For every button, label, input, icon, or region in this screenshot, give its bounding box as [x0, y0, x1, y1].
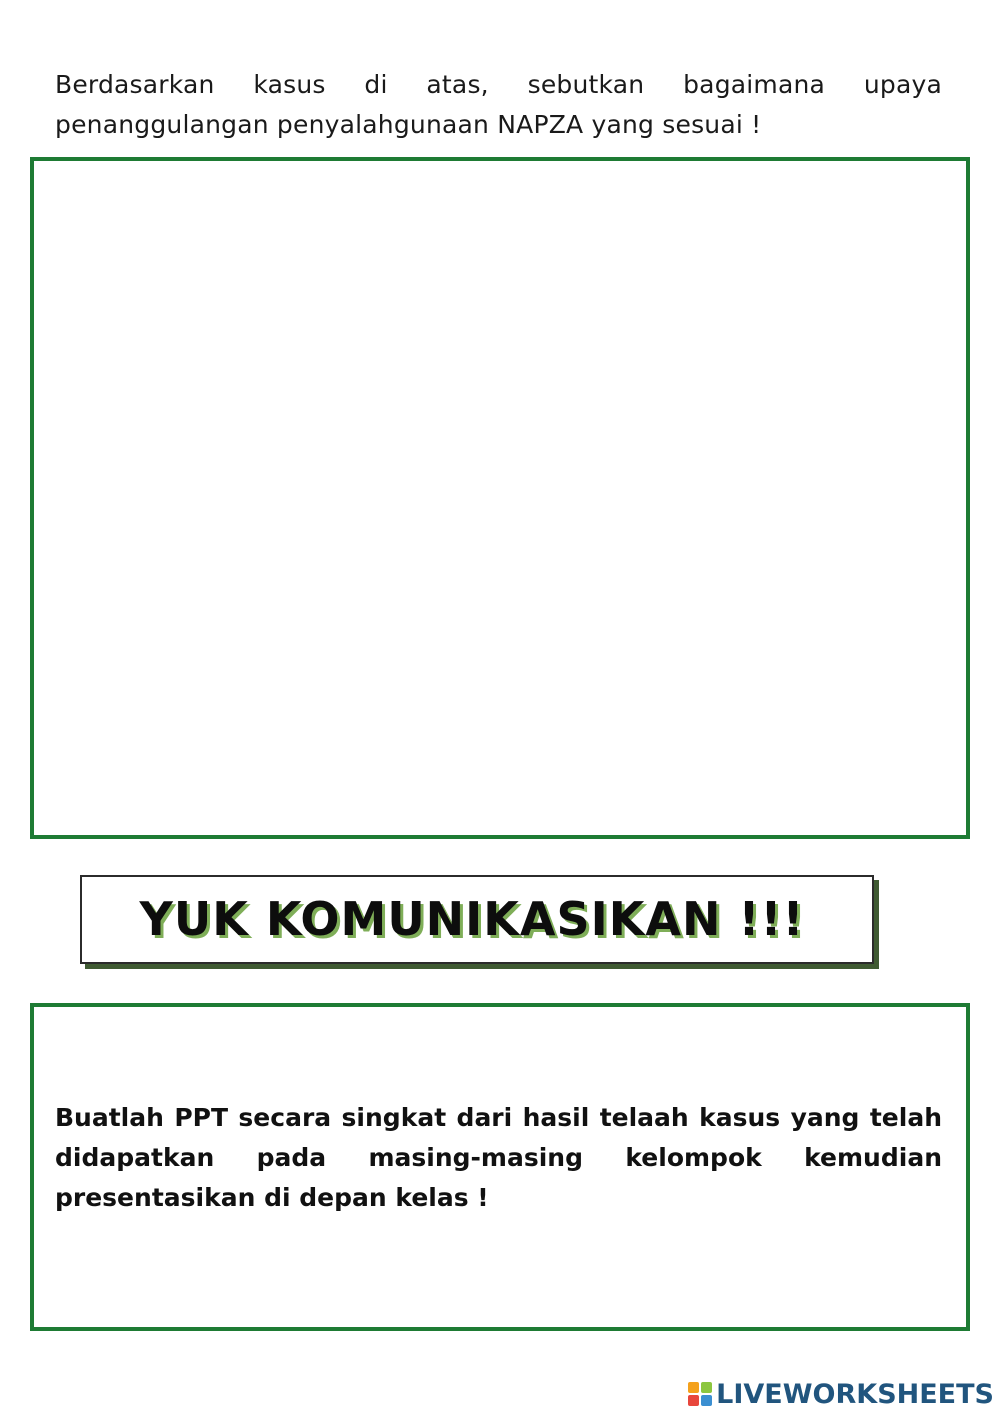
task-instruction: Buatlah PPT secara singkat dari hasil telaah kasus yang telah didapatkan pada masing-masing kelompok kemudian presentasikan di depan kelas ! — [55, 1103, 942, 1212]
question-text: Berdasarkan kasus di atas, sebutkan bagaimana upaya penanggulangan penyalahgunaan NAPZA yang sesuai ! — [55, 70, 942, 139]
logo-square-orange — [688, 1382, 699, 1393]
section-banner — [80, 875, 874, 964]
logo-square-green — [701, 1382, 712, 1393]
logo-square-blue — [701, 1395, 712, 1406]
brand-footer — [688, 1378, 994, 1410]
answer-box[interactable] — [30, 157, 970, 839]
logo-square-red — [688, 1395, 699, 1406]
answer-field[interactable] — [34, 161, 966, 835]
brand-name: LIVEWORKSHEETS — [716, 1378, 994, 1410]
banner-title: YUK KOMUNIKASIKAN !!! — [139, 892, 805, 946]
liveworksheets-logo-icon — [688, 1382, 712, 1406]
